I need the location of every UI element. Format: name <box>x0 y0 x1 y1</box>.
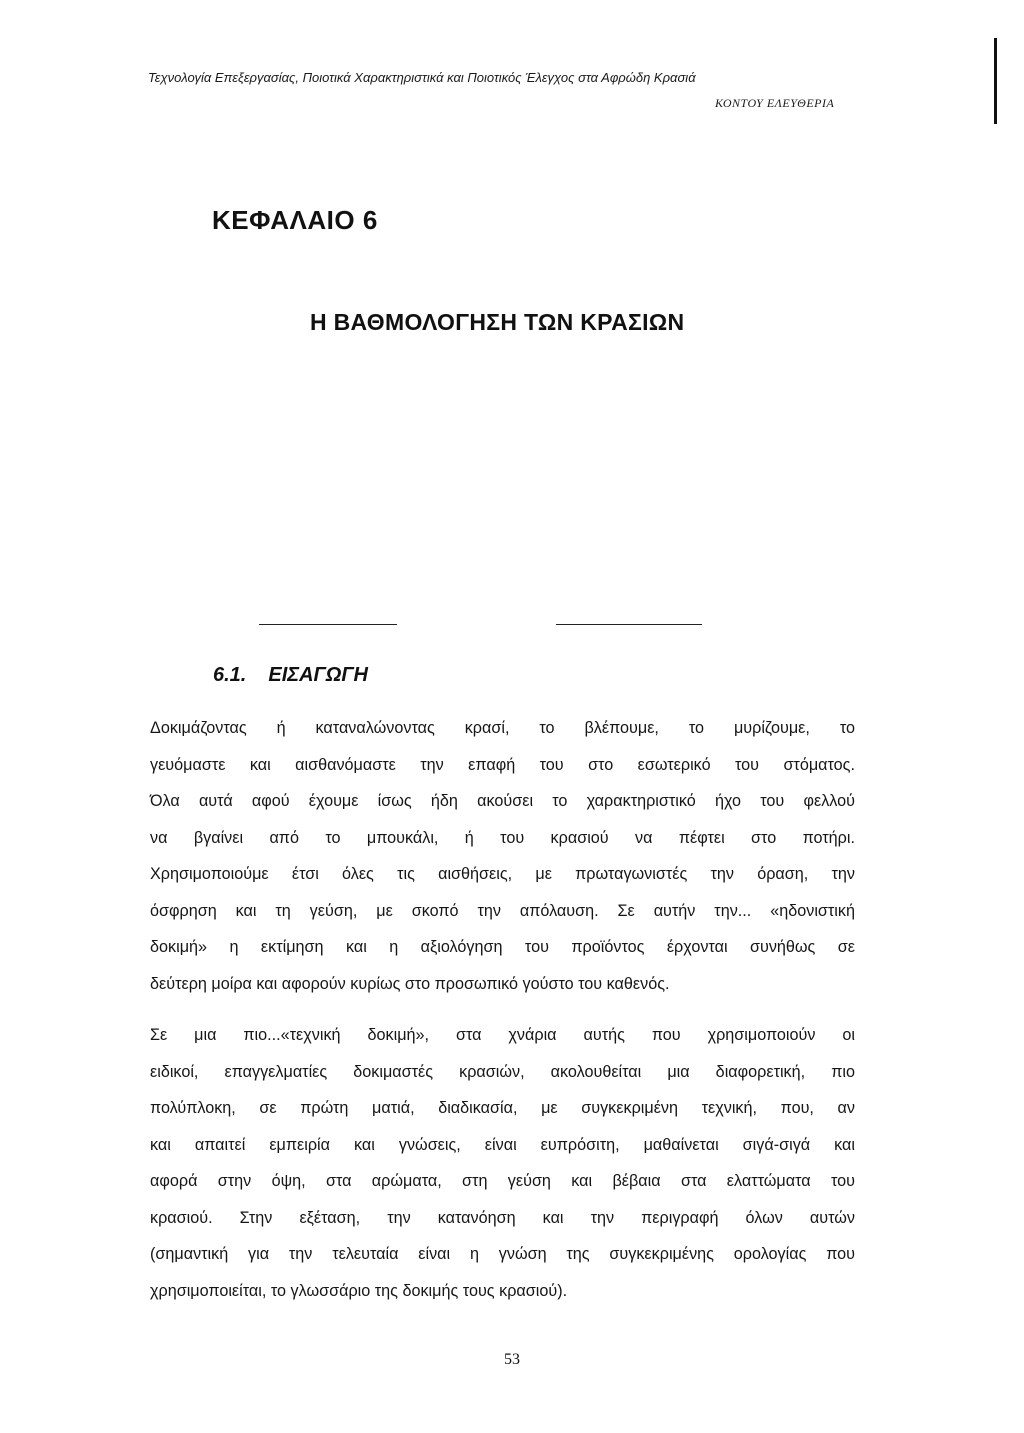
separator-rule-left <box>259 624 397 625</box>
paragraph-line: (σημαντική για την τελευταία είναι η γνώση της συγκεκριμένης ορολογίας που <box>150 1245 855 1263</box>
paragraph-line: Σε μια πιο...«τεχνική δοκιμή», στα χνάρια αυτής που χρησιμοποιούν οι <box>150 1026 855 1044</box>
paragraph-line: δεύτερη μοίρα και αφορούν κυρίως στο προσωπικό γούστο του καθενός. <box>150 974 670 993</box>
paragraph-line: Όλα αυτά αφού έχουμε ίσως ήδη ακούσει το χαρακτηριστικό ήχο του φελλού <box>150 792 855 810</box>
paragraph-line: χρησιμοποιείται, το γλωσσάριο της δοκιμής τους κρασιού). <box>150 1281 568 1300</box>
paragraph-line: δοκιμή» η εκτίμηση και η αξιολόγηση του προϊόντος έρχονται συνήθως σε <box>150 938 855 956</box>
paragraph-line: να βγαίνει από το μπουκάλι, ή του κρασιού να πέφτει στο ποτήρι. <box>150 828 855 847</box>
running-header-title: Τεχνολογία Επεξεργασίας, Ποιοτικά Χαρακτηριστικά και Ποιοτικός Έλεγχος στα Αφρώδη Κρασιά <box>148 70 696 85</box>
section-heading <box>213 664 368 687</box>
section-number: 6.1. <box>213 664 247 686</box>
paragraph-line: γευόμαστε και αισθανόμαστε την επαφή του στο εσωτερικό του στόματος. <box>150 755 855 774</box>
paragraph-line: πολύπλοκη, σε πρώτη ματιά, διαδικασία, με συγκεκριμένη τεχνική, που, αν <box>150 1099 855 1117</box>
paragraph-line: όσφρηση και τη γεύση, με σκοπό την απόλαυση. Σε αυτήν την... «ηδονιστική <box>150 901 855 920</box>
paragraph-line: Χρησιμοποιούμε έτσι όλες τις αισθήσεις, με πρωταγωνιστές την όραση, την <box>150 865 855 883</box>
separator-rule-right <box>556 624 702 625</box>
running-header-author: ΚΟΝΤΟΥ ΕΛΕΥΘΕΡΙΑ <box>715 96 835 110</box>
chapter-title: Η ΒΑΘΜΟΛΟΓΗΣΗ ΤΩΝ ΚΡΑΣΙΩΝ <box>310 309 685 335</box>
section-title: ΕΙΣΑΓΩΓΗ <box>268 664 368 686</box>
page-edge-mark <box>994 38 997 124</box>
paragraph-line: ειδικοί, επαγγελματίες δοκιμαστές κρασιών, ακολουθείται μια διαφορετική, πιο <box>150 1062 855 1081</box>
paragraph-2 <box>150 1017 855 1309</box>
chapter-label: ΚΕΦΑΛΑΙΟ 6 <box>212 205 378 235</box>
paragraph-1 <box>150 710 855 1002</box>
paragraph-line: κρασιού. Στην εξέταση, την κατανόηση και την περιγραφή όλων αυτών <box>150 1208 855 1227</box>
page-number: 53 <box>504 1351 520 1368</box>
paragraph-line: Δοκιμάζοντας ή καταναλώνοντας κρασί, το βλέπουμε, το μυρίζουμε, το <box>150 719 855 737</box>
paragraph-line: και απαιτεί εμπειρία και γνώσεις, είναι ευπρόσιτη, μαθαίνεται σιγά-σιγά και <box>150 1135 855 1154</box>
paragraph-line: αφορά στην όψη, στα αρώματα, στη γεύση και βέβαια στα ελαττώματα του <box>150 1172 855 1190</box>
